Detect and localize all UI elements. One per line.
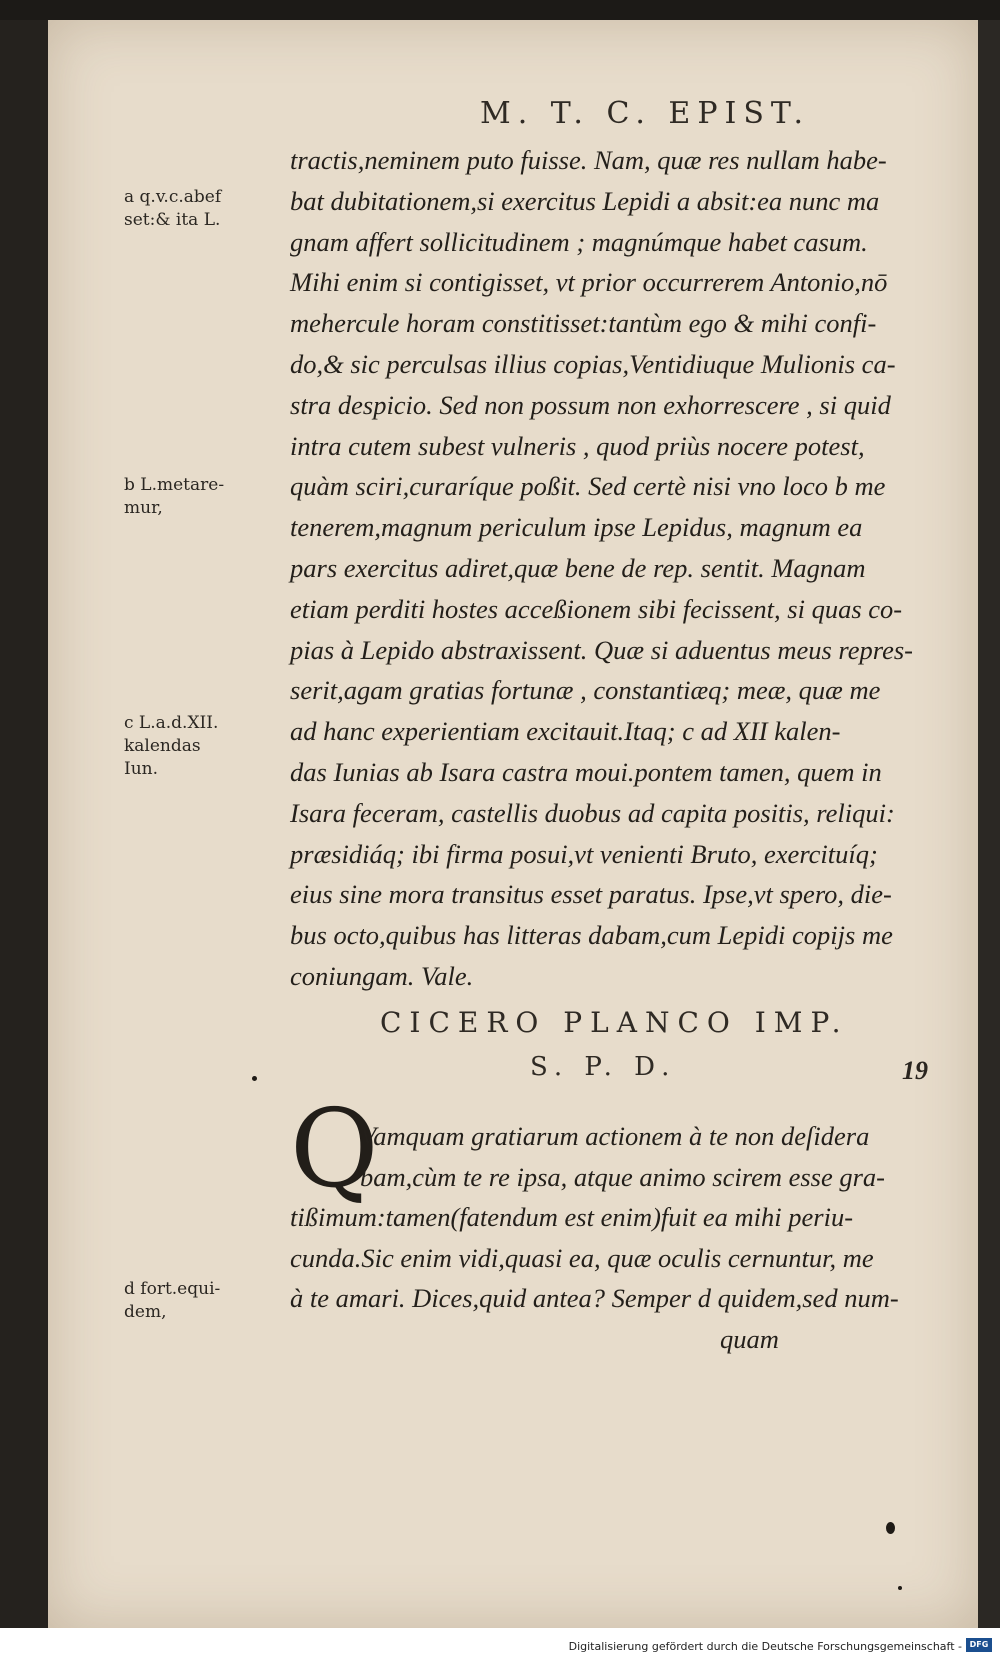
margin-note-b	[124, 474, 224, 520]
text-line: gnam affert sollicitudinem ; magnúmque habet casum.	[290, 226, 868, 257]
second-letter-text	[290, 1116, 910, 1359]
text-line: tenerem,magnum periculum ipse Lepidus, magnum ea	[290, 512, 863, 543]
margin-note-line: kalendas	[124, 736, 201, 756]
text-line: eius sine mora transitus esset paratus. Ipse,vt spero, die-	[290, 879, 892, 910]
text-line: Vamquam gratiarum actionem à te non deſidera	[360, 1121, 870, 1151]
text-line: à te amari. Dices,quid antea? Semper d quidem,sed num-	[290, 1283, 899, 1313]
letter-salutation: S. P. D.	[530, 1052, 677, 1082]
ink-speck	[252, 1076, 257, 1081]
text-line: das Iunias ab Isara castra moui.pontem tamen, quem in	[290, 756, 882, 787]
footer-credit: Digitalisierung gefördert durch die Deutsche Forschungsgemeinschaft -	[568, 1640, 962, 1653]
drop-cap: Q	[290, 1087, 379, 1212]
running-head: M. T. C. EPIST.	[480, 96, 811, 131]
margin-note-line: Iun.	[124, 759, 159, 779]
letter-number: 19	[902, 1056, 928, 1085]
text-line: præsidiáq; ibi firma posui,vt venienti Bruto, exercituíq;	[290, 838, 878, 869]
text-line: serit,agam gratias fortunæ , constantiæq; meæ, quæ me	[290, 675, 881, 706]
text-line: Isara feceram, castellis duobus ad capita positis, reliqui:	[290, 797, 895, 828]
text-line: tißimum:tamen(fatendum est enim)fuit ea mihi periu-	[290, 1202, 854, 1232]
scan-right-edge	[978, 20, 1000, 1628]
text-line: bam,cùm te re ipsa, atque animo scirem esse gra-	[360, 1161, 886, 1192]
text-line: quàm sciri,curaríque poßit. Sed certè nisi vno loco b me	[290, 471, 886, 502]
text-line: cunda.Sic enim vidi,quasi ea, quæ oculis cernuntur, me	[290, 1242, 874, 1273]
margin-note-line: d fort.equi-	[124, 1279, 221, 1299]
text-line: etiam perditi hostes acceßionem sibi fecissent, si quas co-	[290, 593, 903, 624]
margin-note-line: dem,	[124, 1302, 167, 1322]
margin-note-line: b L.metare-	[124, 475, 225, 495]
letter-heading: CICERO PLANCO IMP.	[380, 1006, 849, 1039]
text-line: ad hanc experientiam excitauit.Itaq; c ad XII kalen-	[290, 716, 841, 747]
margin-note-c	[124, 712, 218, 781]
scan-left-edge	[0, 20, 48, 1628]
text-line: pias à Lepido abstraxissent. Quæ si aduentus meus repres-	[290, 634, 913, 665]
text-line: do,& sic perculsas illius copias,Ventidiuque Mulionis ca-	[290, 348, 896, 379]
margin-note-line: c L.a.d.XII.	[124, 713, 219, 733]
text-line: pars exercitus adiret,quæ bene de rep. sentit. Magnam	[290, 552, 866, 583]
text-line: tractis,neminem puto fuisse. Nam, quæ res nullam habe-	[290, 145, 887, 175]
ink-speck	[898, 1586, 902, 1590]
ink-speck	[886, 1522, 895, 1534]
letter-body-text	[290, 140, 913, 997]
margin-note-line: mur,	[124, 498, 163, 518]
text-line: bus octo,quibus has litteras dabam,cum Lepidi copijs me	[290, 920, 893, 951]
text-line: coniungam. Vale.	[290, 960, 474, 991]
margin-note-a	[124, 186, 221, 232]
dfg-logo-icon: DFG	[966, 1638, 992, 1652]
text-line: stra despicio. Sed non possum non exhorrescere , si quid	[290, 389, 891, 420]
text-line: Mihi enim si contigisset, vt prior occurrerem Antonio,nō	[290, 267, 888, 298]
digitization-footer	[0, 1628, 1000, 1663]
margin-note-line: a q.v.c.abef	[124, 187, 222, 207]
margin-note-line: set:& ita L.	[124, 210, 221, 230]
catchword: quam	[720, 1323, 779, 1354]
text-line: intra cutem subest vulneris , quod priùs nocere potest,	[290, 430, 865, 461]
text-line: bat dubitationem,si exercitus Lepidi a absit:ea nunc ma	[290, 185, 880, 216]
text-line: mehercule horam constitisset:tantùm ego & mihi confi-	[290, 308, 877, 339]
margin-note-d	[124, 1278, 220, 1324]
